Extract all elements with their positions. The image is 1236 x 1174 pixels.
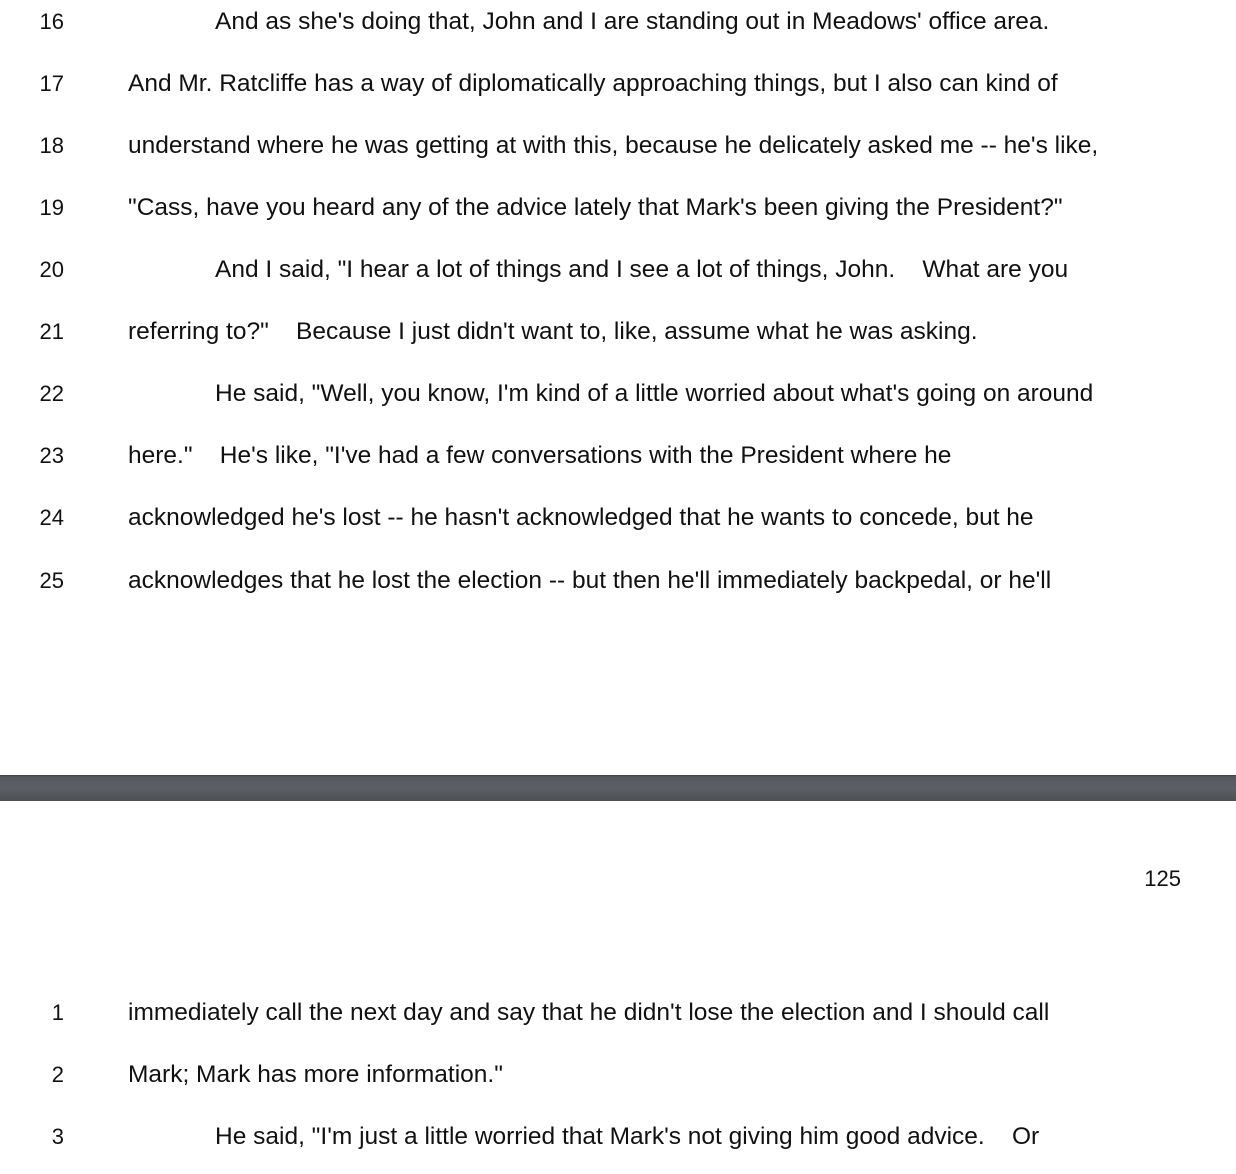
transcript-line bbox=[0, 312, 1236, 352]
transcript-line bbox=[0, 374, 1236, 414]
transcript-line bbox=[0, 993, 1236, 1033]
line-number: 16 bbox=[39, 9, 64, 34]
line-text: And as she's doing that, John and I are standing out in Meadows' office area. bbox=[215, 8, 1050, 35]
transcript-line bbox=[0, 188, 1236, 228]
transcript-line bbox=[0, 126, 1236, 166]
line-text: here." He's like, "I've had a few conversations with the President where he bbox=[128, 442, 952, 469]
page-number: 125 bbox=[1144, 866, 1181, 891]
line-number: 25 bbox=[39, 568, 64, 593]
line-number: 24 bbox=[39, 505, 64, 530]
line-number: 22 bbox=[39, 381, 64, 406]
transcript-line bbox=[0, 250, 1236, 290]
line-number: 23 bbox=[39, 443, 64, 468]
transcript-line bbox=[0, 1055, 1236, 1095]
line-text: And I said, "I hear a lot of things and I see a lot of things, John. What are you bbox=[215, 256, 1069, 283]
transcript-line bbox=[0, 1117, 1236, 1157]
line-number: 2 bbox=[51, 1062, 64, 1087]
line-text: immediately call the next day and say that he didn't lose the election and I should call bbox=[128, 999, 1050, 1026]
line-text: He said, "I'm just a little worried that Mark's not giving him good advice. Or bbox=[215, 1123, 1040, 1150]
transcript-line bbox=[0, 561, 1236, 601]
line-number: 3 bbox=[51, 1124, 64, 1149]
line-number: 1 bbox=[51, 1000, 64, 1025]
line-number: 17 bbox=[39, 71, 64, 96]
line-number: 18 bbox=[39, 133, 64, 158]
line-text: Mark; Mark has more information." bbox=[128, 1061, 503, 1088]
page-break-divider bbox=[0, 775, 1236, 801]
transcript-line bbox=[0, 436, 1236, 476]
line-text: referring to?" Because I just didn't want to, like, assume what he was asking. bbox=[128, 318, 978, 345]
line-text: acknowledged he's lost -- he hasn't acknowledged that he wants to concede, but he bbox=[128, 504, 1034, 531]
line-text: "Cass, have you heard any of the advice lately that Mark's been giving the President?" bbox=[128, 194, 1063, 221]
line-text: And Mr. Ratcliffe has a way of diplomatically approaching things, but I also can kind of bbox=[128, 70, 1058, 97]
transcript-line bbox=[0, 498, 1236, 538]
transcript-line bbox=[0, 2, 1236, 42]
line-number: 20 bbox=[39, 257, 64, 282]
transcript-page-bottom bbox=[0, 801, 1236, 1174]
line-number: 19 bbox=[39, 195, 64, 220]
line-text: understand where he was getting at with this, because he delicately asked me -- he's like, bbox=[128, 132, 1099, 159]
line-text: He said, "Well, you know, I'm kind of a little worried about what's going on around bbox=[215, 380, 1094, 407]
line-text: acknowledges that he lost the election -- but then he'll immediately backpedal, or he'll bbox=[128, 567, 1052, 594]
transcript-line bbox=[0, 64, 1236, 104]
line-number: 21 bbox=[39, 319, 64, 344]
